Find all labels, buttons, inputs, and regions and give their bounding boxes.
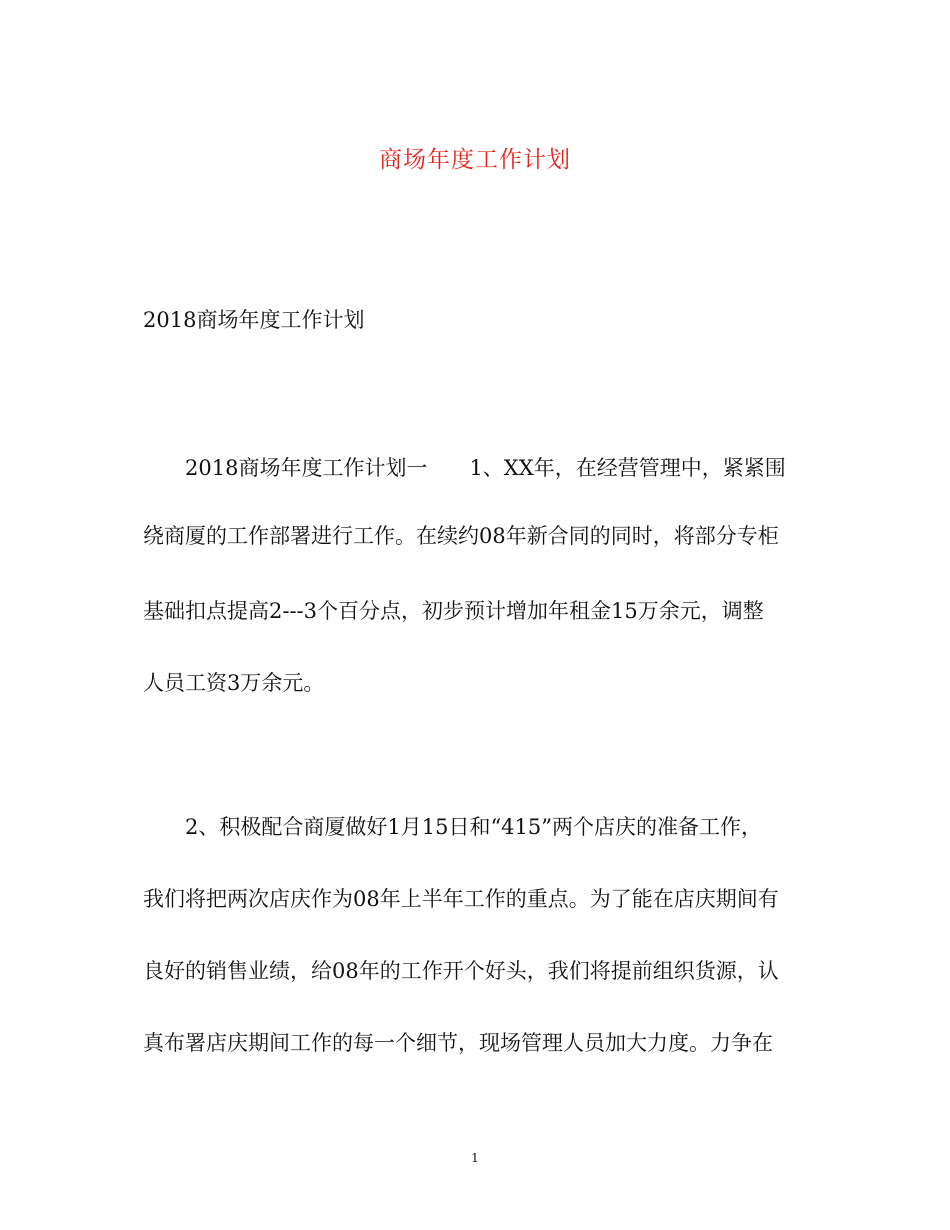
paragraph-line: 2018商场年度工作计划一 1、XX年，在经营管理中，紧紧围	[185, 456, 786, 480]
paragraph-line: 2、积极配合商厦做好1月15日和“415”两个店庆的准备工作，	[185, 815, 762, 839]
document-title: 商场年度工作计划	[379, 147, 571, 173]
paragraph-line: 绕商厦的工作部署进行工作。在续约08年新合同的同时，将部分专柜	[143, 524, 779, 548]
paragraph-line: 真布署店庆期间工作的每一个细节，现场管理人员加大力度。力争在	[143, 1031, 773, 1055]
document-subtitle: 2018商场年度工作计划	[143, 308, 365, 332]
paragraph-line: 人员工资3万余元。	[143, 671, 325, 695]
paragraph-line: 良好的销售业绩，给08年的工作开个好头，我们将提前组织货源，认	[143, 959, 779, 983]
page-number: 1	[471, 1151, 479, 1165]
paragraph-line: 我们将把两次店庆作为08年上半年工作的重点。为了能在店庆期间有	[143, 887, 779, 911]
paragraph-line: 基础扣点提高2---3个百分点，初步预计增加年租金15万余元，调整	[143, 599, 764, 623]
